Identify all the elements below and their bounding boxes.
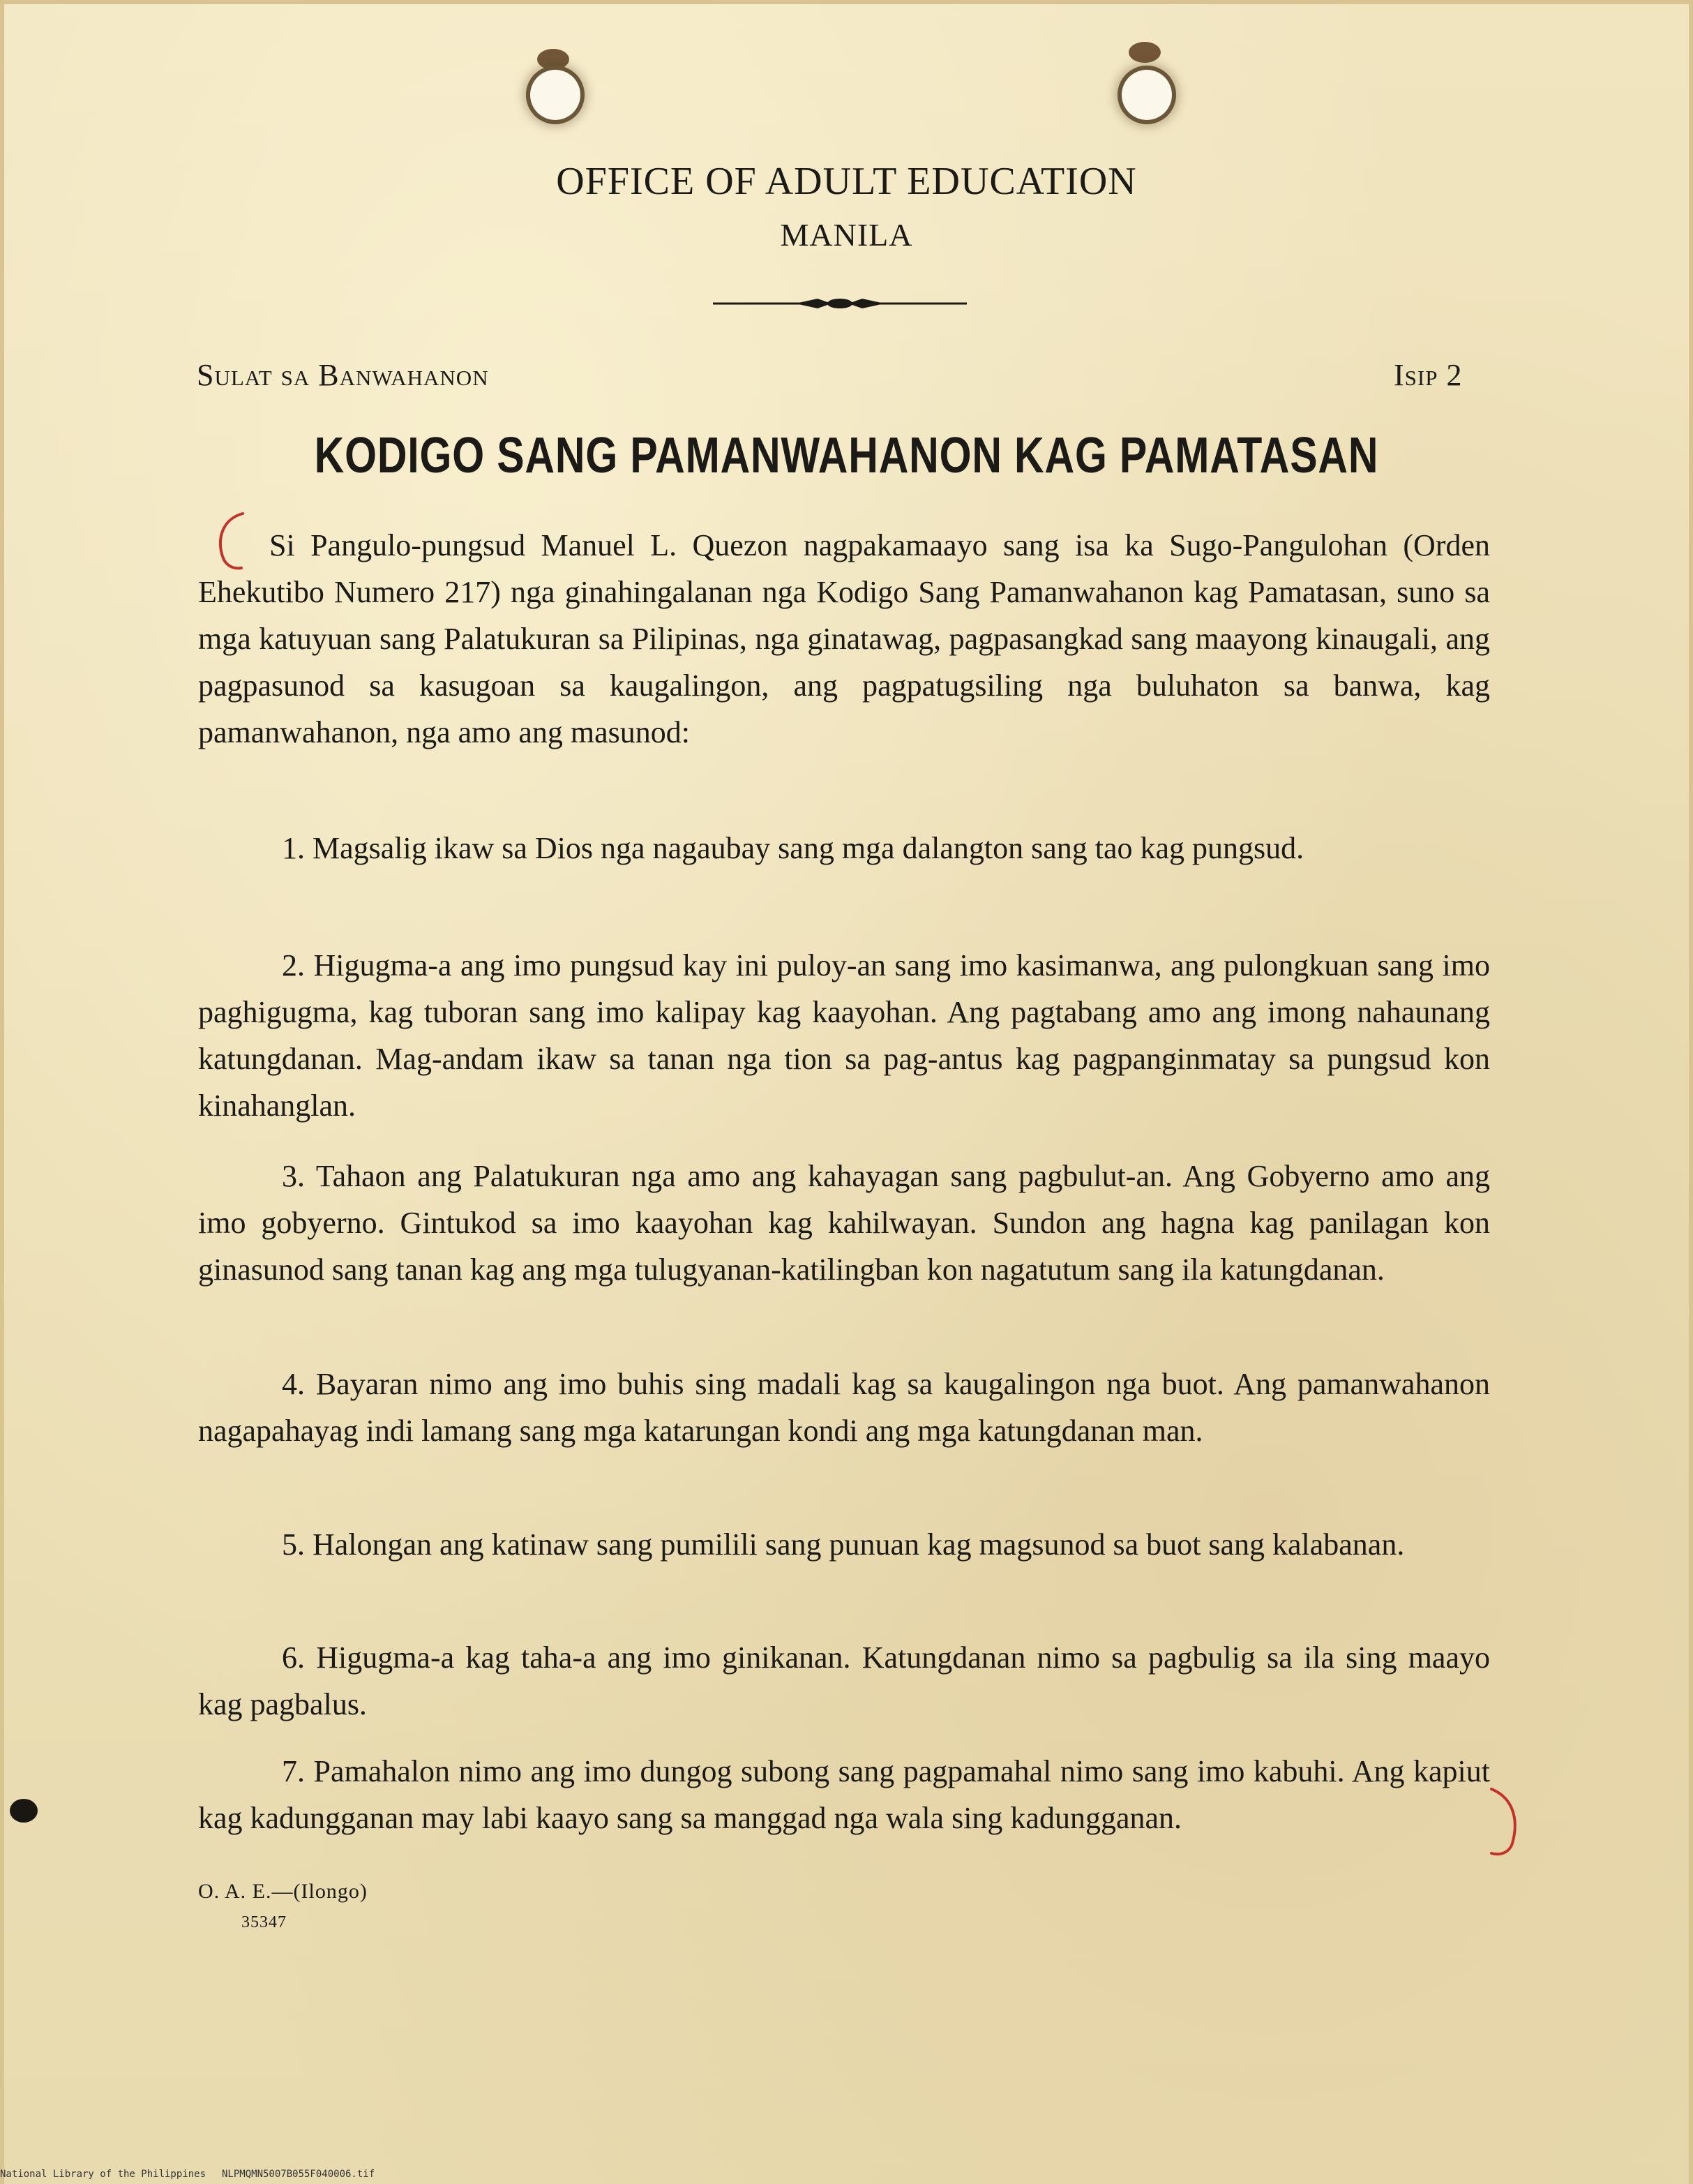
- list-item-6: 6. Higugma-a kag taha-a ang imo ginikanan. Katungdanan nimo sa pagbulig sa ila sing maayo kag pagbalus.: [198, 1640, 1490, 1721]
- list-item-1: 1. Magsalig ikaw sa Dios nga nagaubay sang mga dalangton sang tao kag pungsud.: [282, 831, 1304, 865]
- footer-number: 35347: [241, 1913, 287, 1931]
- list-item-3: 3. Tahaon ang Palatukuran nga amo ang kahayagan sang pagbulut-an. Ang Gobyerno amo ang imo gobyerno. Gintukod sa imo kaayohan kag kahilwayan. Sundon ang hagna kag panilagan kon ginasunod sang tanan kag ang mga tulugyanan-katilingban kon nagatutum sang ila katungdanan.: [198, 1159, 1490, 1287]
- paper-edge-top: [0, 0, 1693, 4]
- office-name: OFFICE OF ADULT EDUCATION: [556, 160, 1137, 203]
- scan-library: National Library of the Philippines: [0, 2169, 206, 2180]
- intro-paragraph: Si Pangulo-pungsud Manuel L. Quezon nagpakamaayo sang isa ka Sugo-Pangulohan (Orden Ehekutibo Numero 217) nga ginahingalanan nga Kodigo Sang Pamanwahanon kag Pamatasan, suno sa mga katuyuan sang Palatukuran sa Pilipinas, nga ginatawag, pagpasangkad sang maayong kinaugali, ang pagpasunod sa kasugoan sa kaugalingon, ang pagpatugsiling nga buluhaton sa banwa, kag pamanwahanon, nga amo ang masunod:: [198, 528, 1490, 749]
- document-title: KODIGO SANG PAMANWAHANON KAG PAMATASAN: [314, 428, 1379, 484]
- rust-stain-right: [1129, 42, 1161, 63]
- footer-code: O. A. E.—(Ilongo): [198, 1880, 368, 1903]
- paper-edge-right: [1689, 0, 1693, 2184]
- list-item-7: 7. Pamahalon nimo ang imo dungog subong sang pagpamahal nimo sang imo kabuhi. Ang kapiut kag kadungganan may labi kaayo sang sa manggad nga wala sing kadungganan.: [198, 1754, 1490, 1835]
- lesson-label: Isip 2: [1394, 358, 1463, 392]
- list-item-5: 5. Halongan ang katinaw sang pumilili sang punuan kag magsunod sa buot sang kalabanan.: [282, 1527, 1405, 1562]
- ink-blot: [10, 1799, 38, 1823]
- series-label: Sulat sa Banwahanon: [197, 358, 489, 392]
- punch-hole-right: [1122, 70, 1172, 120]
- punch-hole-left: [530, 70, 580, 120]
- ornamental-rule: [713, 297, 967, 311]
- list-item-4: 4. Bayaran nimo ang imo buhis sing madali kag sa kaugalingon nga buot. Ang pamanwahanon nagapahayag indi lamang sang mga katarungan kondi ang mga katungdanan man.: [198, 1367, 1490, 1448]
- red-close-bracket-mark: [1484, 1783, 1526, 1860]
- red-open-bracket-mark: [209, 509, 251, 572]
- office-city: MANILA: [780, 217, 913, 253]
- paper-edge-left: [0, 0, 4, 2184]
- rust-stain-left: [537, 49, 569, 70]
- scan-filename: NLPMQMN5007B055F040006.tif: [222, 2169, 375, 2180]
- list-item-2: 2. Higugma-a ang imo pungsud kay ini puloy-an sang imo kasimanwa, ang pulongkuan sang imo paghigugma, kag tuboran sang imo kalipay kag kaayohan. Ang pagtabang amo ang imong nahaunang katungdanan. Mag-andam ikaw sa tanan nga tion sa pag-antus kag pagpanginmatay sa pungsud kon kinahanglan.: [198, 948, 1490, 1123]
